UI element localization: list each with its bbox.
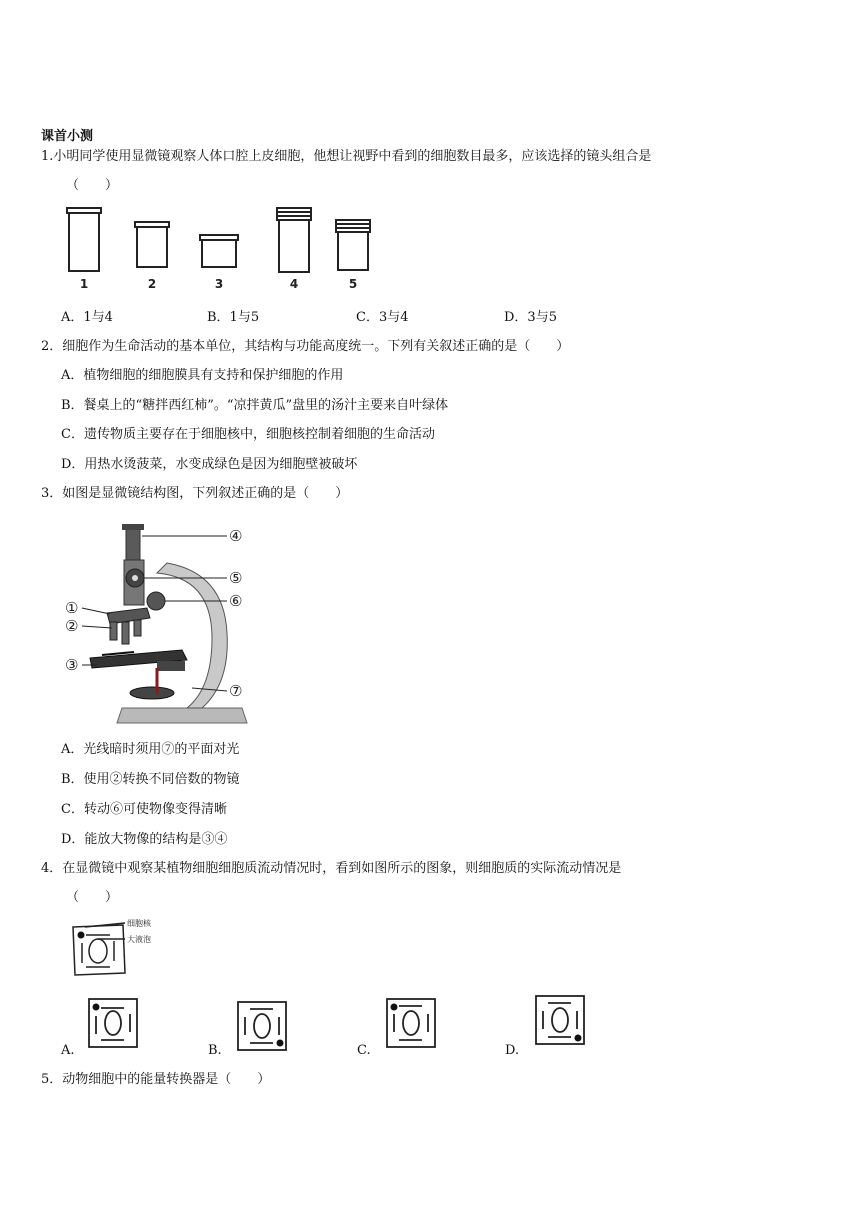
q4-option-d: D.: [505, 1043, 520, 1058]
q4-stem: 4．在显微镜中观察某植物细胞细胞质流动情况时，看到如图所示的图象，则细胞质的实际流动情况是: [41, 861, 622, 876]
q4-option-c: C.: [357, 1043, 371, 1058]
q3-stem: 3．如图是显微镜结构图，下列叙述正确的是（ ）: [41, 486, 349, 501]
lens-label-1: 1: [79, 277, 89, 291]
lens-4: [277, 208, 311, 272]
label-7: ⑦: [229, 682, 243, 700]
q1-option-a: A．1与4: [61, 310, 113, 325]
q4-option-a-figure[interactable]: [86, 996, 142, 1052]
label-nucleus: 细胞核: [127, 919, 151, 928]
q3-option-c: C．转动⑥可使物像变得清晰: [61, 802, 227, 817]
label-vacuole: 大液泡: [127, 935, 151, 944]
q4-cell-figure: [68, 915, 188, 980]
q4-option-d-figure[interactable]: [533, 993, 589, 1049]
q3-microscope-figure: [62, 518, 262, 728]
lens-label-4: 4: [289, 277, 299, 291]
q1-stem: 1.小明同学使用显微镜观察人体口腔上皮细胞，他想让视野中看到的细胞数目最多，应该选择的镜头组合是: [41, 149, 652, 164]
lens-3: [200, 235, 238, 267]
q1-option-c: C．3与4: [356, 310, 409, 325]
lens-label-3: 3: [214, 277, 224, 291]
section-title: 课首小测: [41, 129, 94, 144]
q2-option-b: B．餐桌上的“糖拌西红柿”。“凉拌黄瓜”盘里的汤汁主要来自叶绿体: [61, 398, 449, 413]
lens-label-5: 5: [348, 277, 358, 291]
q3-option-b: B．使用②转换不同倍数的物镜: [61, 772, 240, 787]
q4-option-b: B.: [208, 1043, 222, 1058]
q2-option-d: D．用热水烫菠菜，水变成绿色是因为细胞壁被破坏: [61, 457, 358, 472]
q2-option-a: A．植物细胞的细胞膜具有支持和保护细胞的作用: [61, 368, 344, 383]
lens-5: [336, 220, 370, 270]
label-6: ⑥: [229, 592, 243, 610]
label-5: ⑤: [229, 569, 243, 587]
q3-option-d: D．能放大物像的结构是③④: [61, 832, 228, 847]
q1-lens-figure: [55, 200, 385, 295]
lens-2: [135, 222, 169, 267]
q4-option-b-figure[interactable]: [235, 999, 291, 1055]
label-2: ②: [65, 617, 79, 635]
q1-blank: （ ）: [66, 178, 119, 193]
q1-option-d: D．3与5: [504, 310, 557, 325]
label-1: ①: [65, 599, 79, 617]
q4-option-c-figure[interactable]: [384, 996, 440, 1052]
q4-option-a: A.: [61, 1043, 75, 1058]
q4-blank: （ ）: [66, 890, 119, 905]
q5-stem: 5．动物细胞中的能量转换器是（ ）: [41, 1072, 271, 1087]
q2-stem: 2．细胞作为生命活动的基本单位，其结构与功能高度统一。下列有关叙述正确的是（ ）: [41, 339, 570, 354]
lens-label-2: 2: [147, 277, 157, 291]
lens-1: [67, 208, 101, 271]
label-4: ④: [229, 527, 243, 545]
q1-option-b: B．1与5: [207, 310, 260, 325]
q3-option-a: A．光线暗时须用⑦的平面对光: [61, 742, 240, 757]
q2-option-c: C．遗传物质主要存在于细胞核中，细胞核控制着细胞的生命活动: [61, 427, 435, 442]
label-3: ③: [65, 656, 79, 674]
